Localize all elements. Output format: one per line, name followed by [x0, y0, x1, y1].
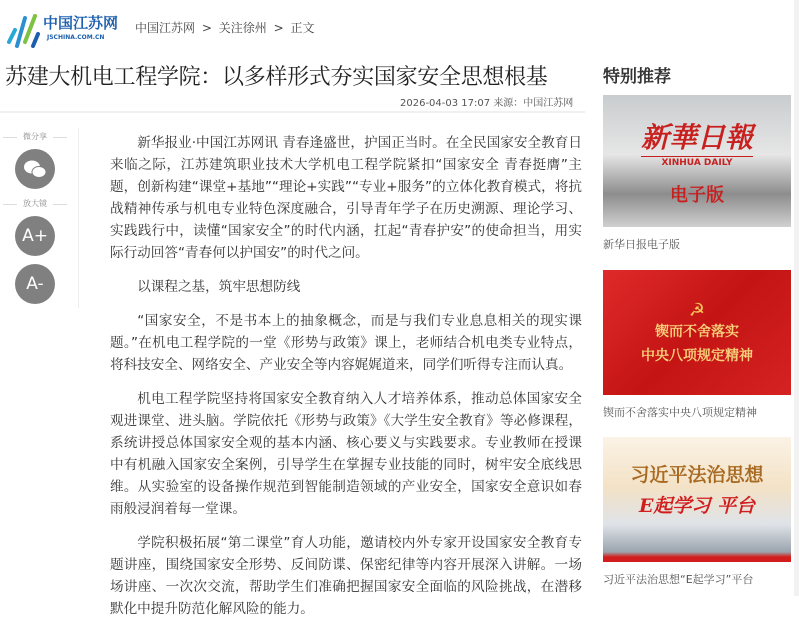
logo-text: 中国江苏网	[43, 14, 119, 32]
section-heading: 以课程之基，筑牢思想防线	[137, 279, 301, 295]
zoom-out-button[interactable]: A-	[15, 264, 55, 304]
breadcrumb-home[interactable]: 中国江苏网	[135, 21, 196, 35]
article-meta	[400, 94, 574, 109]
party-emblem-icon: ☭	[688, 300, 706, 321]
card-caption[interactable]: 锲而不舍落实中央八项规定精神	[603, 406, 757, 419]
share-label: 微分享	[0, 131, 70, 142]
paragraph: 新华报业·中国江苏网讯 青春逢盛世，护国正当时。在全民国家安全教育日来临之际，江苏建筑职业技术大学机电工程学院紧扣“国家安全 青春挺膺”主题，创新构建“课堂+基地”“理论+实践”“专业+服务”的立体化教育模式，将抗战精神传承与机电专业特色深度融合，引导青年学子在历史溯源、理论学习、实践践行中，读懂“国家安全”的时代内涵，扛起“青春护安”的使命担当，用实际行动回答“青春何以护国安”的时代之问。	[110, 135, 582, 261]
sidebar-title: 特别推荐	[603, 67, 671, 87]
eight-rules-image[interactable]	[603, 270, 791, 395]
image-subtitle: 中央八项规定精神	[641, 348, 753, 364]
image-title: 锲而不舍落实	[655, 324, 739, 340]
paragraph: 学院积极拓展“第二课堂”育人功能，邀请校内外专家开设国家安全教育专题讲座，围绕国家安全形势、反间防谍、保密纪律等内容开展深入讲解。一场场讲座、一次次交流，帮助学生们准确把握国家安全面临的风险挑战，在潜移默化中提升防范化解风险的能力。	[110, 535, 582, 617]
breadcrumb-section[interactable]: 关注徐州	[218, 21, 267, 35]
breadcrumb-sep: >	[273, 21, 284, 35]
image-subtitle: XINHUA DAILY	[641, 156, 752, 169]
image-title: 习近平法治思想	[630, 463, 764, 486]
page-title: 苏建大机电工程学院：以多样形式夯实国家安全思想根基	[5, 65, 548, 90]
recommend-card-xinhua[interactable]	[603, 95, 791, 252]
divider	[0, 111, 585, 113]
logo-domain: JSCHINA.COM.CN	[47, 34, 105, 41]
site-logo[interactable]	[5, 10, 119, 48]
publish-date: 2026-04-03 17:07	[400, 98, 491, 109]
breadcrumb-current: 正文	[290, 21, 315, 35]
card-caption[interactable]: 新华日报电子版	[603, 238, 680, 251]
recommend-card-eight-rules[interactable]	[603, 270, 791, 420]
paragraph: 机电工程学院坚持将国家安全教育纳入人才培养体系，推动总体国家安全观进课堂、进头脑。学院依托《形势与政策》《大学生安全教育》等必修课程，系统讲授总体国家安全观的基本内涵、核心要义与实践要求。专业教师在授课中有机融入国家安全案例，引导学生在掌握专业技能的同时，树牢安全底线思维。从实验室的设备操作规范到智能制造领域的产业安全，国家安全意识如春雨般浸润着每一堂课。	[110, 391, 582, 517]
recommend-card-rule-of-law[interactable]	[603, 437, 791, 587]
card-caption[interactable]: 习近平法治思想“E起学习”平台	[603, 573, 754, 586]
xinhua-daily-image[interactable]	[603, 95, 791, 227]
paragraph: “国家安全，不是书本上的抽象概念，而是与我们专业息息相关的现实课题。”在机电工程学院的一堂《形势与政策》课上，老师结合机电类专业特点，将科技安全、网络安全、产业安全等内容娓娓道来，同学们听得专注而认真。	[110, 313, 582, 373]
breadcrumb	[135, 19, 317, 36]
rule-of-law-image[interactable]	[603, 437, 791, 562]
article-body	[110, 132, 582, 632]
scrollbar[interactable]	[794, 0, 799, 596]
zoom-label: 放大镜	[0, 198, 70, 209]
wechat-share-button[interactable]	[15, 149, 55, 189]
article-source: 来源：中国江苏网	[493, 98, 574, 109]
wechat-icon	[23, 159, 47, 179]
divider	[78, 128, 79, 308]
image-subtitle: E起学习 平台	[638, 494, 756, 517]
zoom-in-button[interactable]: A+	[15, 216, 55, 256]
breadcrumb-sep: >	[201, 21, 212, 35]
image-tag: 电子版	[670, 184, 724, 206]
logo-mark-icon	[5, 12, 41, 48]
image-title: 新華日報	[640, 120, 753, 154]
